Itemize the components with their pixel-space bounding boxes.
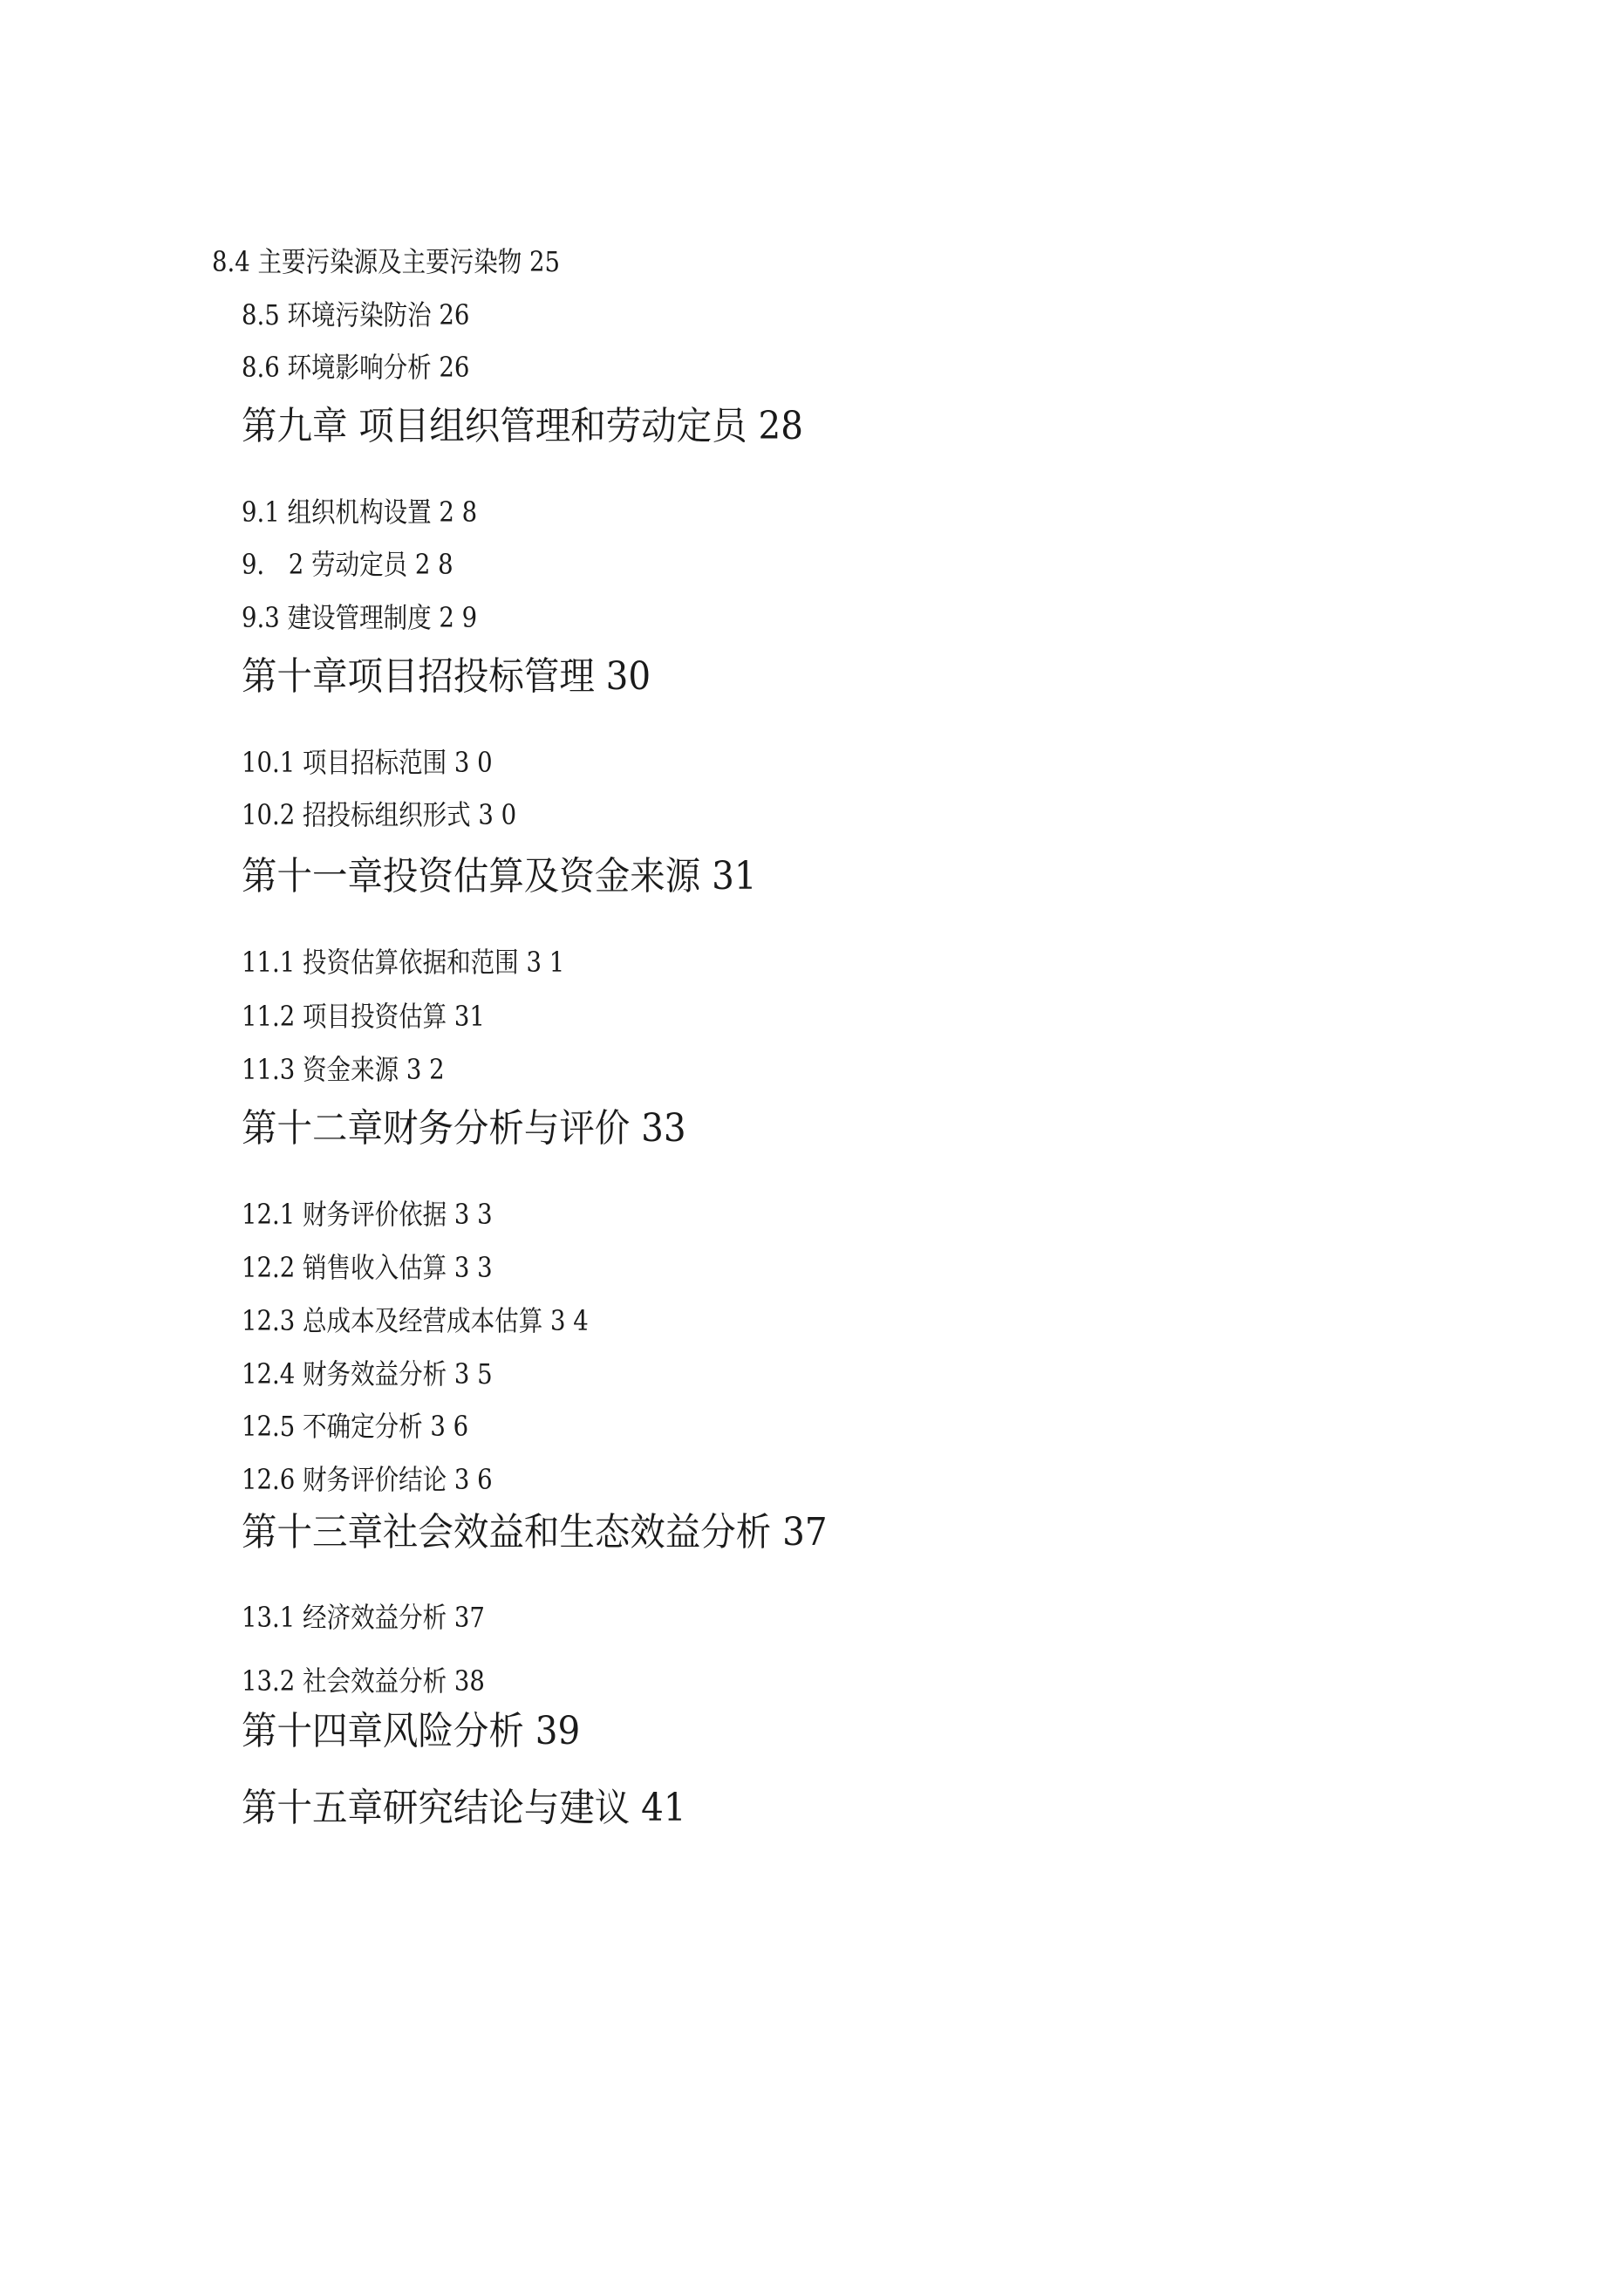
toc-entry-8-5: 8.5 环境污染防治 26 bbox=[242, 298, 470, 331]
toc-entry-12-5: 12.5 不确定分析 3 6 bbox=[242, 1410, 469, 1443]
toc-chapter-11: 第十一章投资估算及资金来源 31 bbox=[242, 854, 757, 899]
toc-entry-13-2: 13.2 社会效益分析 38 bbox=[242, 1664, 485, 1698]
toc-entry-12-2: 12.2 销售收入估算 3 3 bbox=[242, 1251, 493, 1284]
toc-entry-12-1: 12.1 财务评价依据 3 3 bbox=[242, 1198, 493, 1231]
toc-entry-8-6: 8.6 环境影响分析 26 bbox=[242, 351, 470, 384]
toc-entry-13-1: 13.1 经济效益分析 37 bbox=[242, 1601, 485, 1634]
toc-entry-12-4: 12.4 财务效益分析 3 5 bbox=[242, 1357, 493, 1391]
toc-chapter-14: 第十四章风险分析 39 bbox=[242, 1709, 581, 1753]
toc-entry-9-3: 9.3 建设管理制度 2 9 bbox=[242, 601, 478, 634]
toc-entry-8-4: 8.4 主要污染源及主要污染物 25 bbox=[212, 245, 561, 278]
toc-chapter-9: 第九章 项目组织管理和劳动定员 28 bbox=[242, 404, 803, 448]
toc-chapter-15: 第十五章研究结论与建议 41 bbox=[242, 1786, 686, 1830]
toc-entry-12-6: 12.6 财务评价结论 3 6 bbox=[242, 1463, 493, 1496]
toc-entry-9-1: 9.1 组织机构设置 2 8 bbox=[242, 495, 478, 529]
toc-entry-10-1: 10.1 项目招标范围 3 0 bbox=[242, 746, 493, 779]
toc-chapter-13: 第十三章社会效益和生态效益分析 37 bbox=[242, 1510, 828, 1555]
toc-entry-11-1: 11.1 投资估算依据和范围 3 1 bbox=[242, 946, 565, 979]
toc-chapter-12: 第十二章财务分析与评价 33 bbox=[242, 1106, 686, 1151]
toc-entry-12-3: 12.3 总成本及经营成本估算 3 4 bbox=[242, 1304, 589, 1337]
toc-chapter-10: 第十章项目招投标管理 30 bbox=[242, 654, 651, 699]
toc-entry-11-2: 11.2 项目投资估算 31 bbox=[242, 1000, 485, 1033]
toc-entry-10-2: 10.2 招投标组织形式 3 0 bbox=[242, 798, 517, 831]
toc-entry-11-3: 11.3 资金来源 3 2 bbox=[242, 1053, 445, 1086]
toc-entry-9-2: 9． 2 劳动定员 2 8 bbox=[242, 548, 453, 581]
